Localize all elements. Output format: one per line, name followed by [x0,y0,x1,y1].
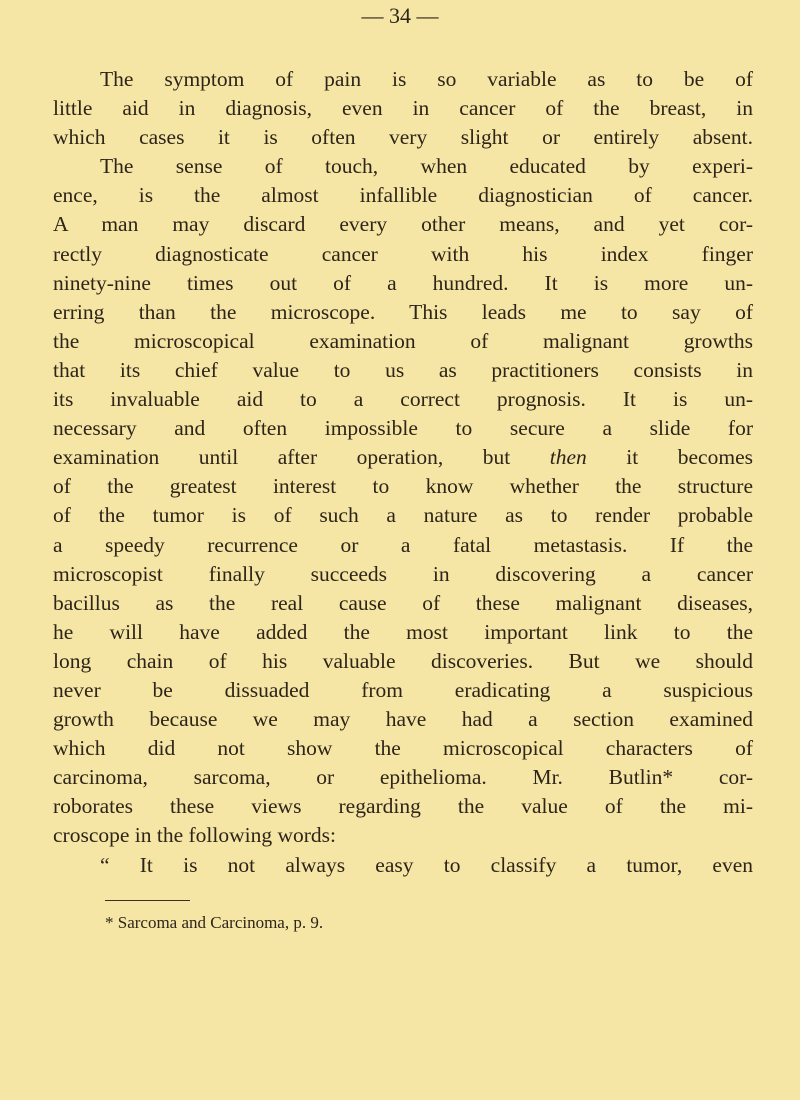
text-line: which did not show the microscopical characters of [53,736,753,761]
text-line [53,443,753,472]
text-line: which cases it is often very slight or entirely absent. [53,125,753,150]
text-segment: examination until after operation, but [53,445,550,470]
text-line: The symptom of pain is so variable as to be of [100,67,753,91]
text-line: the microscopical examination of malignant growths [53,328,753,353]
text-line: roborates these views regarding the value of the mi- [53,794,753,819]
text-line: rectly diagnosticate cancer with his index finger [53,241,753,266]
text-line: microscopist finally succeeds in discovering a cancer [53,561,753,586]
footnote-divider [105,900,190,901]
text-line: long chain of his valuable discoveries. But we should [53,648,753,673]
text-line: he will have added the most important link to the [53,619,753,644]
page-number: — 34 — [361,3,439,28]
text-line: croscope in the following words: [53,823,337,848]
text-line: of the greatest interest to know whether the structure [53,474,753,499]
text-line: growth because we may have had a section examined [53,707,753,732]
footnote: * Sarcoma and Carcinoma, p. 9. [105,913,324,932]
text-line: carcinoma, sarcoma, or epithelioma. Mr. Butlin* cor- [53,765,753,790]
text-line: bacillus as the real cause of these malignant diseases, [53,590,753,615]
text-line: that its chief value to us as practitioners consists in [53,357,753,382]
text-line: “ It is not always easy to classify a tumor, even [100,852,753,877]
text-line: A man may discard every other means, and yet cor- [53,212,753,237]
text-line: of the tumor is of such a nature as to render probable [53,503,753,528]
text-segment: it becomes [586,445,753,470]
text-line: its invaluable aid to a correct prognosis. It is un- [53,387,753,412]
text-line: The sense of touch, when educated by experi- [100,154,753,179]
italic-word: then [549,445,587,470]
text-line: necessary and often impossible to secure a slide for [53,416,753,441]
text-line: ninety-nine times out of a hundred. It is more un- [53,270,753,295]
text-line: ence, is the almost infallible diagnostician of cancer. [53,183,753,208]
text-line: little aid in diagnosis, even in cancer of the breast, in [53,96,753,121]
text-line: a speedy recurrence or a fatal metastasis. If the [53,532,753,557]
text-line: erring than the microscope. This leads me to say of [53,299,753,324]
text-line: never be dissuaded from eradicating a suspicious [53,677,753,702]
body-text [53,65,753,880]
